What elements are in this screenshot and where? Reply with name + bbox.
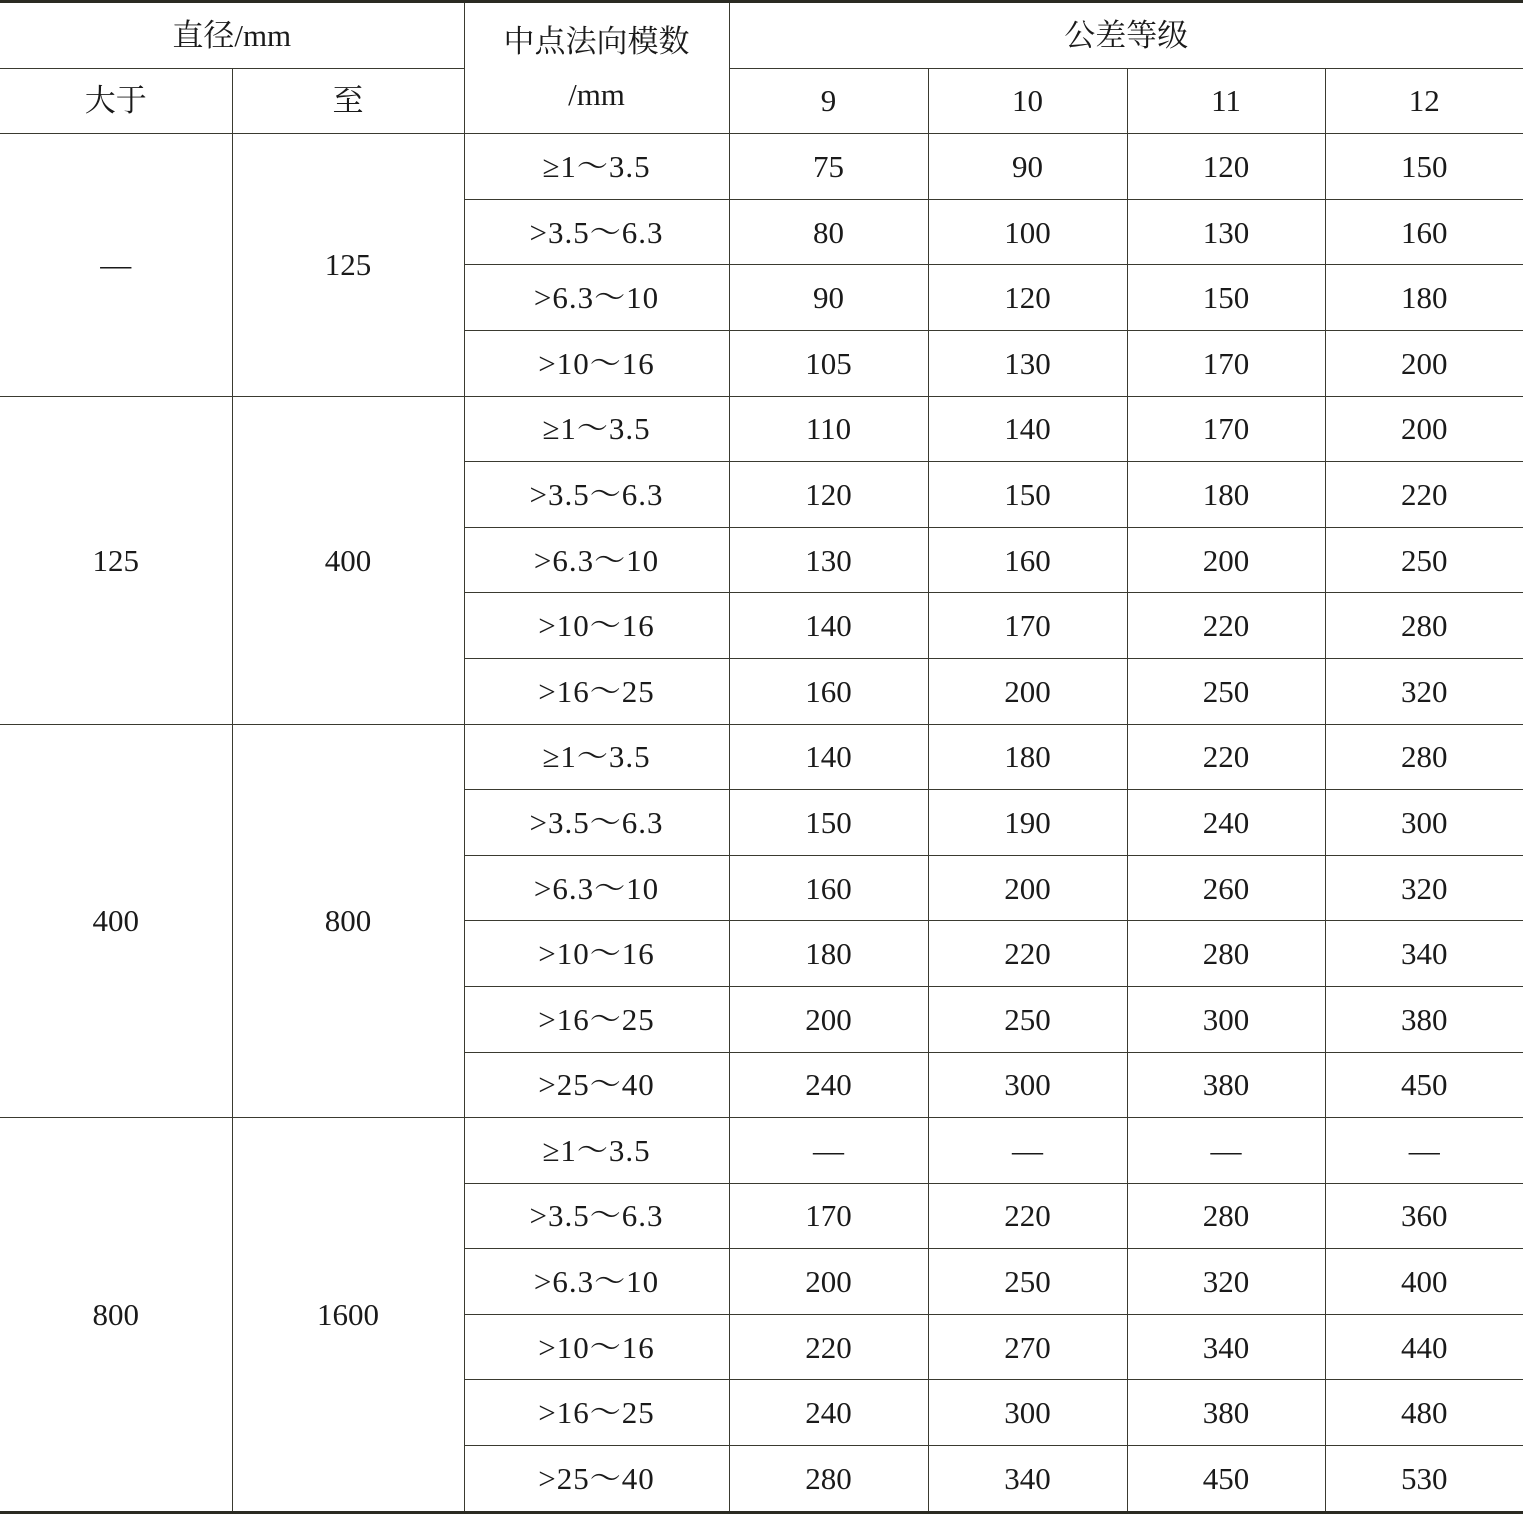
tolerance-value-cell: 300 bbox=[1127, 986, 1325, 1052]
tolerance-value-cell: 530 bbox=[1325, 1446, 1523, 1513]
tolerance-value-cell: 200 bbox=[1325, 396, 1523, 462]
tolerance-value-cell: 220 bbox=[928, 1183, 1127, 1249]
tolerance-value-cell: 200 bbox=[928, 855, 1127, 921]
tolerance-value-cell: 220 bbox=[1325, 462, 1523, 528]
tolerance-value-cell: 105 bbox=[729, 330, 928, 396]
module-cell: ≥1～3.5 bbox=[464, 396, 729, 462]
diameter-to-cell: 1600 bbox=[232, 1118, 464, 1513]
tolerance-value-cell: 160 bbox=[1325, 199, 1523, 265]
tolerance-value-cell: 80 bbox=[729, 199, 928, 265]
tolerance-value-cell: — bbox=[729, 1118, 928, 1184]
tolerance-value-cell: 150 bbox=[928, 462, 1127, 528]
tolerance-value-cell: 130 bbox=[928, 330, 1127, 396]
tolerance-value-cell: 170 bbox=[729, 1183, 928, 1249]
tolerance-value-cell: 260 bbox=[1127, 855, 1325, 921]
tolerance-value-cell: 450 bbox=[1127, 1446, 1325, 1513]
module-cell: >10～16 bbox=[464, 593, 729, 659]
tolerance-value-cell: 100 bbox=[928, 199, 1127, 265]
module-cell: >6.3～10 bbox=[464, 1249, 729, 1315]
tolerance-value-cell: 170 bbox=[1127, 330, 1325, 396]
tolerance-value-cell: 200 bbox=[1127, 527, 1325, 593]
tolerance-value-cell: 220 bbox=[928, 921, 1127, 987]
tolerance-value-cell: 90 bbox=[729, 265, 928, 331]
module-cell: >25～40 bbox=[464, 1052, 729, 1118]
table-body bbox=[0, 134, 1523, 1512]
tolerance-value-cell: 180 bbox=[1325, 265, 1523, 331]
tolerance-value-cell: 75 bbox=[729, 134, 928, 200]
to-header: 至 bbox=[232, 68, 464, 134]
tolerance-value-cell: 220 bbox=[1127, 724, 1325, 790]
grade-11-header: 11 bbox=[1127, 68, 1325, 134]
diameter-over-cell: 800 bbox=[0, 1118, 232, 1513]
tolerance-value-cell: 130 bbox=[1127, 199, 1325, 265]
module-header-unit: /mm bbox=[568, 77, 625, 113]
tolerance-value-cell: 340 bbox=[1325, 921, 1523, 987]
tolerance-value-cell: 320 bbox=[1325, 658, 1523, 724]
tolerance-value-cell: 240 bbox=[729, 1052, 928, 1118]
tolerance-value-cell: 200 bbox=[729, 1249, 928, 1315]
grade-header: 公差等级 bbox=[729, 2, 1523, 69]
tolerance-value-cell: 170 bbox=[1127, 396, 1325, 462]
tolerance-value-cell: 280 bbox=[729, 1446, 928, 1513]
tolerance-value-cell: 120 bbox=[928, 265, 1127, 331]
tolerance-value-cell: 250 bbox=[928, 1249, 1127, 1315]
tolerance-value-cell: 250 bbox=[928, 986, 1127, 1052]
tolerance-value-cell: 270 bbox=[928, 1314, 1127, 1380]
tolerance-value-cell: 400 bbox=[1325, 1249, 1523, 1315]
tolerance-value-cell: 380 bbox=[1127, 1052, 1325, 1118]
tolerance-value-cell: 110 bbox=[729, 396, 928, 462]
tolerance-value-cell: 300 bbox=[1325, 790, 1523, 856]
module-cell: >3.5～6.3 bbox=[464, 1183, 729, 1249]
tolerance-value-cell: 180 bbox=[1127, 462, 1325, 528]
tolerance-value-cell: 220 bbox=[1127, 593, 1325, 659]
module-header-title: 中点法向模数 bbox=[503, 24, 690, 60]
tolerance-value-cell: 280 bbox=[1127, 1183, 1325, 1249]
tolerance-value-cell: 320 bbox=[1127, 1249, 1325, 1315]
tolerance-value-cell: 320 bbox=[1325, 855, 1523, 921]
tolerance-value-cell: 90 bbox=[928, 134, 1127, 200]
tolerance-value-cell: 360 bbox=[1325, 1183, 1523, 1249]
tolerance-value-cell: 160 bbox=[928, 527, 1127, 593]
tolerance-value-cell: — bbox=[1325, 1118, 1523, 1184]
table-header bbox=[0, 2, 1523, 134]
tolerance-value-cell: 140 bbox=[729, 724, 928, 790]
tolerance-value-cell: 150 bbox=[1127, 265, 1325, 331]
module-cell: ≥1～3.5 bbox=[464, 724, 729, 790]
table-row bbox=[0, 1118, 1523, 1184]
tolerance-value-cell: 150 bbox=[1325, 134, 1523, 200]
grade-10-header: 10 bbox=[928, 68, 1127, 134]
module-cell: >6.3～10 bbox=[464, 265, 729, 331]
module-cell: >10～16 bbox=[464, 330, 729, 396]
grade-12-header: 12 bbox=[1325, 68, 1523, 134]
tolerance-value-cell: 440 bbox=[1325, 1314, 1523, 1380]
module-cell: >6.3～10 bbox=[464, 527, 729, 593]
module-cell: >16～25 bbox=[464, 1380, 729, 1446]
tolerance-value-cell: 140 bbox=[729, 593, 928, 659]
tolerance-value-cell: 450 bbox=[1325, 1052, 1523, 1118]
diameter-over-cell: 400 bbox=[0, 724, 232, 1118]
tolerance-value-cell: 200 bbox=[928, 658, 1127, 724]
tolerance-value-cell: 300 bbox=[928, 1380, 1127, 1446]
tolerance-value-cell: 120 bbox=[1127, 134, 1325, 200]
module-cell: ≥1～3.5 bbox=[464, 1118, 729, 1184]
tolerance-value-cell: 340 bbox=[1127, 1314, 1325, 1380]
module-cell: >3.5～6.3 bbox=[464, 199, 729, 265]
tolerance-value-cell: 160 bbox=[729, 658, 928, 724]
tolerance-value-cell: 180 bbox=[928, 724, 1127, 790]
diameter-to-cell: 400 bbox=[232, 396, 464, 724]
module-cell: >25～40 bbox=[464, 1446, 729, 1513]
tolerance-value-cell: 240 bbox=[729, 1380, 928, 1446]
table-row bbox=[0, 134, 1523, 200]
tolerance-value-cell: 250 bbox=[1325, 527, 1523, 593]
tolerance-value-cell: 140 bbox=[928, 396, 1127, 462]
grade-9-header: 9 bbox=[729, 68, 928, 134]
module-cell: >6.3～10 bbox=[464, 855, 729, 921]
tolerance-value-cell: 200 bbox=[729, 986, 928, 1052]
tolerance-value-cell: 190 bbox=[928, 790, 1127, 856]
module-cell: >10～16 bbox=[464, 1314, 729, 1380]
tolerance-value-cell: 280 bbox=[1325, 593, 1523, 659]
tolerance-value-cell: 160 bbox=[729, 855, 928, 921]
module-cell: ≥1～3.5 bbox=[464, 134, 729, 200]
diameter-to-cell: 125 bbox=[232, 134, 464, 396]
tolerance-value-cell: — bbox=[1127, 1118, 1325, 1184]
tolerance-value-cell: 250 bbox=[1127, 658, 1325, 724]
tolerance-value-cell: 280 bbox=[1325, 724, 1523, 790]
table-row bbox=[0, 724, 1523, 790]
module-cell: >10～16 bbox=[464, 921, 729, 987]
tolerance-value-cell: 150 bbox=[729, 790, 928, 856]
diameter-to-cell: 800 bbox=[232, 724, 464, 1118]
tolerance-value-cell: 480 bbox=[1325, 1380, 1523, 1446]
module-cell: >16～25 bbox=[464, 658, 729, 724]
module-cell: >3.5～6.3 bbox=[464, 462, 729, 528]
tolerance-value-cell: 130 bbox=[729, 527, 928, 593]
diameter-over-cell: — bbox=[0, 134, 232, 396]
header-row-1 bbox=[0, 2, 1523, 69]
tolerance-value-cell: 380 bbox=[1127, 1380, 1325, 1446]
tolerance-value-cell: 240 bbox=[1127, 790, 1325, 856]
tolerance-value-cell: 200 bbox=[1325, 330, 1523, 396]
tolerance-value-cell: 220 bbox=[729, 1314, 928, 1380]
tolerance-value-cell: 300 bbox=[928, 1052, 1127, 1118]
tolerance-value-cell: — bbox=[928, 1118, 1127, 1184]
module-header bbox=[464, 2, 729, 134]
header-row-2 bbox=[0, 68, 1523, 134]
module-cell: >16～25 bbox=[464, 986, 729, 1052]
tolerance-value-cell: 180 bbox=[729, 921, 928, 987]
tolerance-value-cell: 120 bbox=[729, 462, 928, 528]
diameter-header: 直径/mm bbox=[0, 2, 464, 69]
tolerance-value-cell: 280 bbox=[1127, 921, 1325, 987]
table-row bbox=[0, 396, 1523, 462]
module-cell: >3.5～6.3 bbox=[464, 790, 729, 856]
over-header: 大于 bbox=[0, 68, 232, 134]
tolerance-value-cell: 380 bbox=[1325, 986, 1523, 1052]
tolerance-value-cell: 340 bbox=[928, 1446, 1127, 1513]
diameter-over-cell: 125 bbox=[0, 396, 232, 724]
tolerance-value-cell: 170 bbox=[928, 593, 1127, 659]
